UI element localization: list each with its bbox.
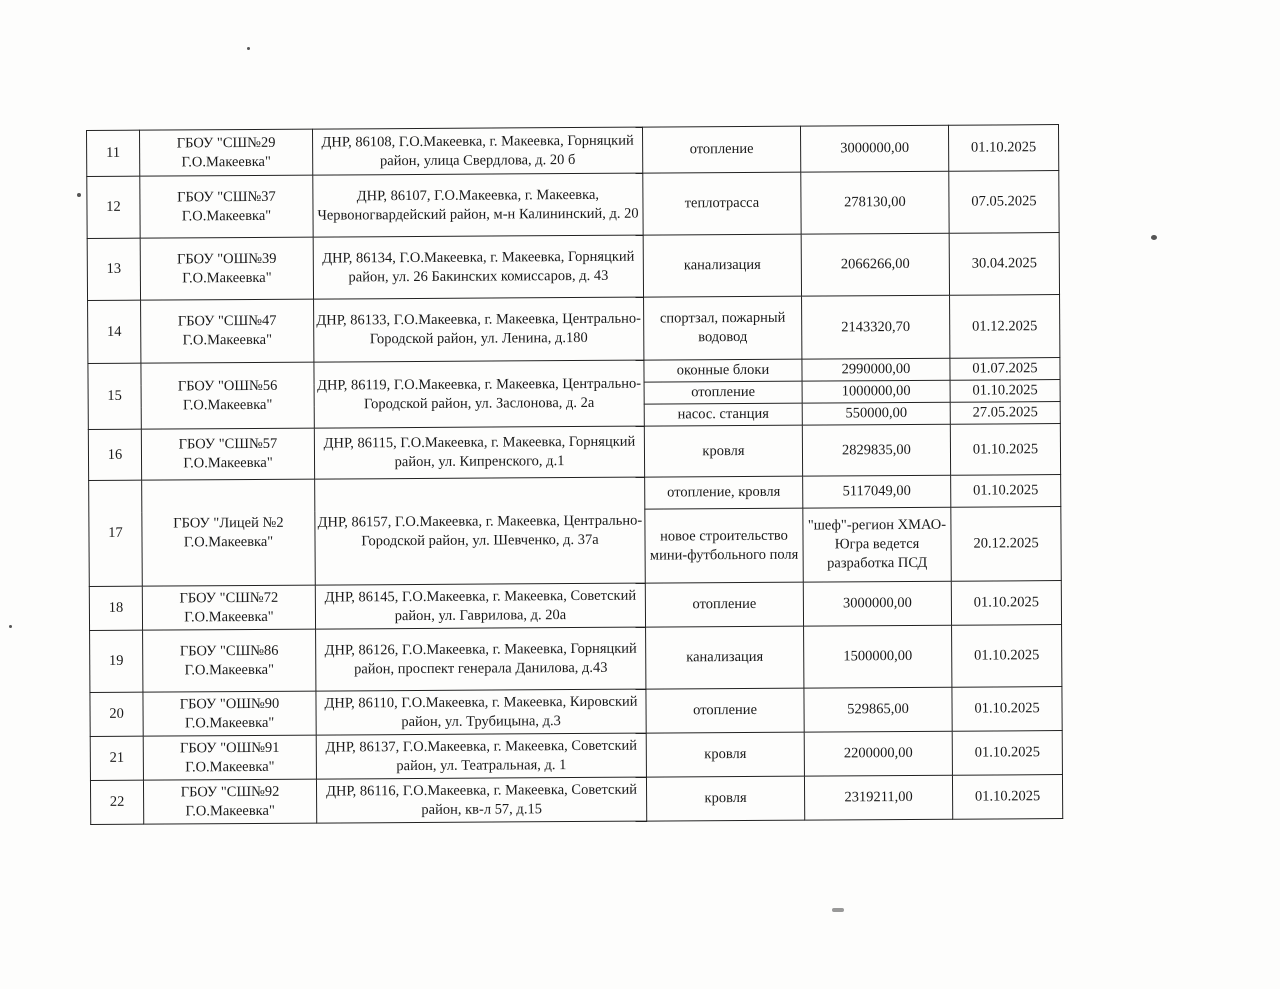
table-row [90,731,1062,781]
work-type: отопление [645,582,803,627]
row-number: 19 [90,630,143,692]
work-type: оконные блоки [644,359,802,382]
amount: 5117049,00 [803,475,951,508]
address: ДНР, 86110, Г.О.Макеевка, г. Макеевка, Кировский район, ул. Трубицына, д.3 [316,689,646,735]
address: ДНР, 86133, Г.О.Макеевка, г. Макеевка, Центрально-Городской район, ул. Ленина, д.180 [314,297,644,362]
scan-speck [1151,235,1157,240]
amount: 1000000,00 [802,380,950,403]
work-type: теплотрасса [643,172,801,235]
deadline-date: 30.04.2025 [949,233,1059,296]
deadline-date: 01.10.2025 [952,731,1062,776]
amount: 2143320,70 [802,295,950,359]
table-row [87,171,1059,239]
scan-speck [247,47,250,50]
address: ДНР, 86126, Г.О.Макеевка, г. Макеевка, Горняцкий район, проспект генерала Данилова, д.43 [316,627,646,691]
amount: 2319211,00 [804,775,952,820]
deadline-date: 01.10.2025 [952,625,1062,688]
amount: 550000,00 [802,402,950,425]
amount: 529865,00 [804,687,952,732]
deadline-date: 01.12.2025 [950,295,1060,359]
table-row [89,581,1061,631]
address: ДНР, 86134, Г.О.Макеевка, г. Макеевка, Горняцкий район, ул. 26 Бакинских комиссаров, д. 43 [313,235,643,299]
address: ДНР, 86116, Г.О.Макеевка, г. Макеевка, Советский район, кв-л 57, д.15 [316,777,646,823]
row-number: 20 [90,692,143,736]
organization-name: ГБОУ "СШ№86 Г.О.Макеевка" [143,629,316,692]
row-number: 14 [88,300,141,363]
scan-speck [9,625,12,628]
table-row [87,125,1059,177]
amount: 2200000,00 [804,731,952,776]
amount: 1500000,00 [804,625,952,688]
deadline-date: 01.10.2025 [951,475,1061,508]
deadline-date: 20.12.2025 [951,507,1061,582]
row-number: 13 [87,238,140,300]
work-type: спортзал, пожарный водовод [644,296,802,360]
table-row [88,424,1060,481]
scan-speck [832,908,844,912]
table-row [87,233,1059,301]
table-row [90,687,1062,737]
organization-name: ГБОУ "ОШ№90 Г.О.Макеевка" [143,691,316,736]
amount: 2066266,00 [801,233,949,296]
organization-name: ГБОУ "СШ№47 Г.О.Макеевка" [141,299,314,363]
address: ДНР, 86108, Г.О.Макеевка, г. Макеевка, Горняцкий район, улица Свердлова, д. 20 б [312,127,642,175]
work-type: отопление [642,126,800,173]
row-number: 21 [90,736,143,780]
deadline-date: 01.10.2025 [952,775,1062,820]
work-type: канализация [643,234,801,297]
organization-name: ГБОУ "СШ№57 Г.О.Макеевка" [141,428,314,480]
organization-name: ГБОУ "Лицей №2 Г.О.Макеевка" [142,479,316,586]
table-row [90,775,1062,825]
address: ДНР, 86157, Г.О.Макеевка, г. Макеевка, Центрально-Городской район, ул. Шевченко, д. 37а [315,477,646,585]
work-type: кровля [644,425,802,477]
row-number: 16 [88,429,141,480]
scan-speck [77,193,81,197]
organization-name: ГБОУ "ОШ№39 Г.О.Макеевка" [140,237,313,300]
amount: 278130,00 [801,171,949,234]
row-number: 22 [90,780,143,824]
amount: 2990000,00 [802,358,950,381]
table-row [88,295,1060,364]
row-number: 17 [89,480,143,586]
amount: 3000000,00 [800,125,948,172]
amount: 3000000,00 [803,581,951,626]
deadline-date: 27.05.2025 [950,402,1060,425]
organization-name: ГБОУ "ОШ№56 Г.О.Макеевка" [141,362,314,429]
organization-name: ГБОУ "СШ№92 Г.О.Макеевка" [143,779,316,824]
schedule-table-body [87,125,1063,825]
row-number: 15 [88,363,141,429]
work-type: канализация [646,626,804,689]
work-type: отопление, кровля [645,476,803,509]
deadline-date: 01.10.2025 [948,125,1058,172]
deadline-date: 01.10.2025 [951,581,1061,626]
amount: 2829835,00 [802,424,950,476]
row-number: 12 [87,176,140,238]
deadline-date: 01.10.2025 [952,687,1062,732]
work-type: отопление [644,381,802,404]
organization-name: ГБОУ "ОШ№91 Г.О.Макеевка" [143,735,316,780]
deadline-date: 01.07.2025 [950,358,1060,381]
table-row [90,625,1062,693]
work-type: насос. станция [644,403,802,426]
work-type: кровля [646,776,804,821]
work-type: кровля [646,732,804,777]
deadline-date: 07.05.2025 [949,171,1059,234]
schedule-table [86,124,1063,825]
work-type: отопление [646,688,804,733]
organization-name: ГБОУ "СШ№29 Г.О.Макеевка" [140,129,313,176]
deadline-date: 01.10.2025 [950,424,1060,476]
deadline-date: 01.10.2025 [950,380,1060,403]
organization-name: ГБОУ "СШ№37 Г.О.Макеевка" [140,175,313,238]
address: ДНР, 86137, Г.О.Макеевка, г. Макеевка, Советский район, ул. Театральная, д. 1 [316,733,646,779]
address: ДНР, 86119, Г.О.Макеевка, г. Макеевка, Центрально-Городской район, ул. Заслонова, д. 2а [314,360,644,428]
row-number: 18 [89,586,142,630]
organization-name: ГБОУ "СШ№72 Г.О.Макеевка" [142,585,315,630]
amount-note: "шеф"-регион ХМАО-Югра ведется разработка ПСД [803,507,951,582]
address: ДНР, 86115, Г.О.Макеевка, г. Макеевка, Горняцкий район, ул. Кипренского, д.1 [314,426,644,479]
row-number: 11 [87,130,140,176]
address: ДНР, 86107, Г.О.Макеевка, г. Макеевка, Червоногвардейский район, м-н Калининский, д. 20 [313,173,643,237]
work-type: новое строительство мини-футбольного поля [645,508,803,583]
address: ДНР, 86145, Г.О.Макеевка, г. Макеевка, Советский район, ул. Гаврилова, д. 20а [315,583,645,629]
